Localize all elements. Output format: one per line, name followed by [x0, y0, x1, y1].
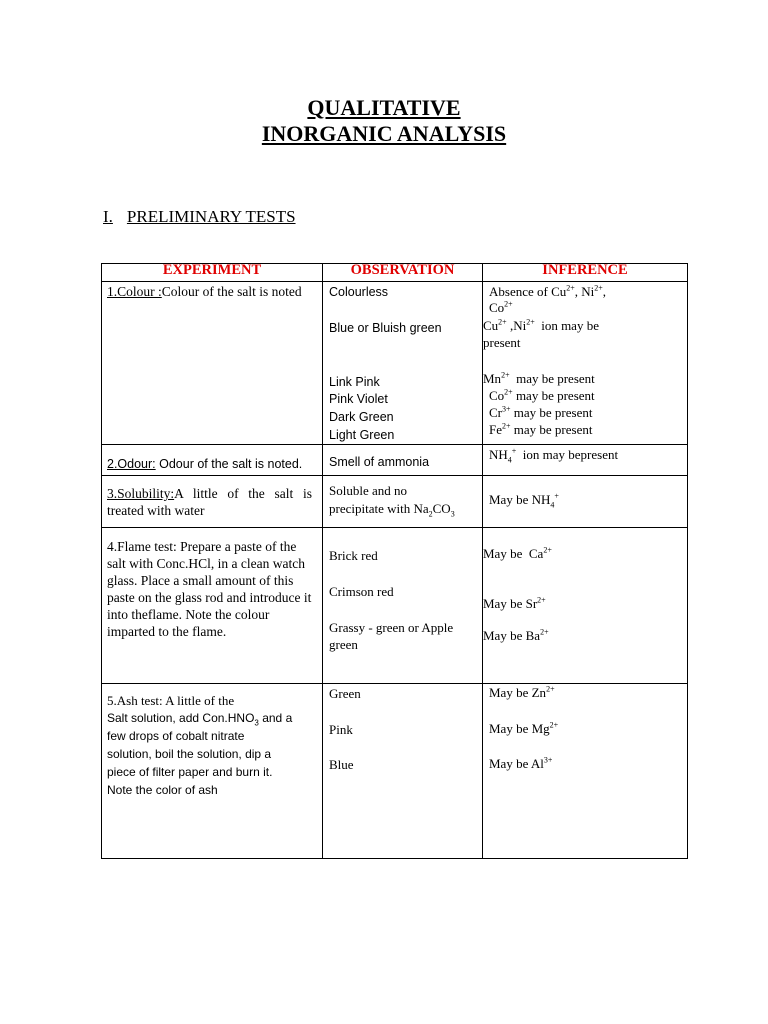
title-line-2: INORGANIC ANALYSIS — [261, 121, 507, 146]
row4-inf-ba: May be $Ba^{2+}$ — [483, 627, 549, 643]
row5-obs-pink: Pink — [329, 722, 353, 737]
row1-inf-co: $Co^{2+}$ — [489, 299, 513, 315]
row5-inf-mg-text: May be — [489, 721, 529, 736]
table-divider-1 — [322, 263, 323, 859]
section-name: PRELIMINARY TESTS — [126, 207, 296, 226]
row1-inf-present-1: ion may be — [541, 318, 599, 333]
row4-obs-grassy-green: Grassy - green or Apple green — [329, 620, 454, 652]
row2-observation: Smell of ammonia — [329, 455, 430, 469]
row1-inf-fe: $Fe^{2+}$ may be present — [489, 421, 593, 437]
row5-inf-al: May be $Al^{3+}$ — [489, 755, 553, 771]
row5-exp-line1: 5.Ash test: A little of the — [107, 693, 235, 708]
row5-exp-line2-post: and a — [258, 711, 293, 725]
row-rule-1 — [101, 444, 688, 445]
row4-inf-sr: May be $Sr^{2+}$ — [483, 595, 546, 611]
row1-exp-label: 1.Colour : — [107, 284, 162, 299]
row3-obs-line2-text: precipitate with — [329, 501, 411, 516]
row1-obs-dark-green: Dark Green — [329, 410, 394, 424]
row2-exp-label: 2.Odour: — [107, 457, 156, 471]
row3-exp-label: 3.Solubility: — [107, 486, 175, 501]
table-border-left — [101, 263, 102, 859]
row5-inf-zn-text: May be — [489, 685, 529, 700]
row2-inf-text: ion may bepresent — [522, 447, 619, 462]
row5-obs-blue: Blue — [329, 757, 354, 772]
header-rule — [101, 281, 688, 282]
header-inference: INFERENCE — [542, 262, 628, 278]
row4-inf-sr-text: May be — [483, 596, 523, 611]
row1-inf-cr-text: may be present — [513, 405, 593, 420]
row1-inf-cr: $Cr^{3+}$ may be present — [489, 404, 593, 420]
row5-inf-mg: May be $Mg^{2+}$ — [489, 720, 559, 736]
row3-inf-text: May be — [489, 492, 529, 507]
table-border-bottom — [101, 858, 688, 859]
row-rule-4 — [101, 683, 688, 684]
row2-experiment — [107, 456, 302, 473]
header-experiment: EXPERIMENT — [162, 262, 262, 278]
row1-inf-mn-text: may be present — [516, 371, 595, 386]
row5-exp-line3: few drops of cobalt nitrate — [107, 729, 245, 743]
row2-exp-text: Odour of the salt is noted. — [155, 457, 303, 471]
header-observation: OBSERVATION — [350, 262, 455, 278]
row5-exp-line2-pre: Salt solution, add Con.HNO — [107, 711, 255, 725]
row3-exp-text: A little of the salt is treated with water — [107, 486, 312, 518]
row1-inf-absence: Absence of $Cu^{2+}$, $Ni^{2+}$, — [489, 283, 607, 299]
row1-inf-present-2: present — [483, 335, 521, 350]
row3-inference: May be $NH_4^+$ — [489, 491, 559, 510]
row1-exp-text: Colour of the salt is noted — [161, 284, 302, 299]
row1-inf-absence-text: Absence of — [489, 284, 548, 299]
title-line-1: QUALITATIVE — [307, 95, 461, 120]
row4-inf-ba-text: May be — [483, 628, 523, 643]
table-border-right — [687, 263, 688, 859]
row5-exp-line5: piece of filter paper and burn it. — [107, 765, 273, 779]
row1-obs-light-green: Light Green — [329, 428, 395, 442]
row5-exp-line4: solution, boil the solution, dip a — [107, 747, 272, 761]
section-number: I. — [103, 207, 113, 226]
row3-obs-line2: precipitate with $Na_2CO_3$ — [329, 501, 455, 519]
row4-experiment: 4.Flame test: Prepare a paste of the salt with Conc.HCl, in a clean watch glass. Place a small amount of this paste on the glass rod and introduce it into theflame. Note the colour imparted to the flame. — [107, 539, 312, 639]
row-rule-2 — [101, 475, 688, 476]
row1-inf-co2-text: may be present — [515, 388, 595, 403]
row5-exp-line6: Note the color of ash — [107, 783, 218, 797]
row1-inf-fe-text: may be present — [513, 422, 593, 437]
row1-experiment — [107, 283, 312, 300]
row1-inf-mn: $Mn^{2+}$ may be present — [483, 370, 595, 386]
row4-inf-ca-text: May be — [483, 546, 523, 561]
row1-obs-colourless: Colourless — [329, 285, 389, 299]
row5-inf-zn: May be $Zn^{2+}$ — [489, 684, 555, 700]
row1-obs-link-pink: Link Pink — [329, 375, 380, 389]
row5-obs-green: Green — [329, 686, 361, 701]
row1-obs-blue: Blue or Bluish green — [329, 321, 442, 335]
row4-obs-crimson-red: Crimson red — [329, 584, 394, 599]
row3-experiment — [107, 485, 312, 519]
row-rule-3 — [101, 527, 688, 528]
row1-inf-cu-ni: $Cu^{2+}$ $,Ni^{2+}$ ion may be — [483, 317, 599, 333]
row5-exp-line2: Salt solution, add $Con.HNO_3$ and a — [107, 711, 293, 728]
row1-inf-co2: $Co^{2+}$ may be present — [489, 387, 595, 403]
row4-inf-ca: May be $Ca^{2+}$ — [483, 545, 552, 561]
row5-inf-al-text: May be — [489, 756, 529, 771]
row1-obs-pink-violet: Pink Violet — [329, 392, 388, 406]
row4-obs-brick-red: Brick red — [329, 548, 378, 563]
row2-inference: $NH_4^+$ ion may bepresent — [489, 446, 619, 465]
row3-obs-line1: Soluble and no — [329, 483, 407, 498]
section-heading — [103, 207, 296, 227]
